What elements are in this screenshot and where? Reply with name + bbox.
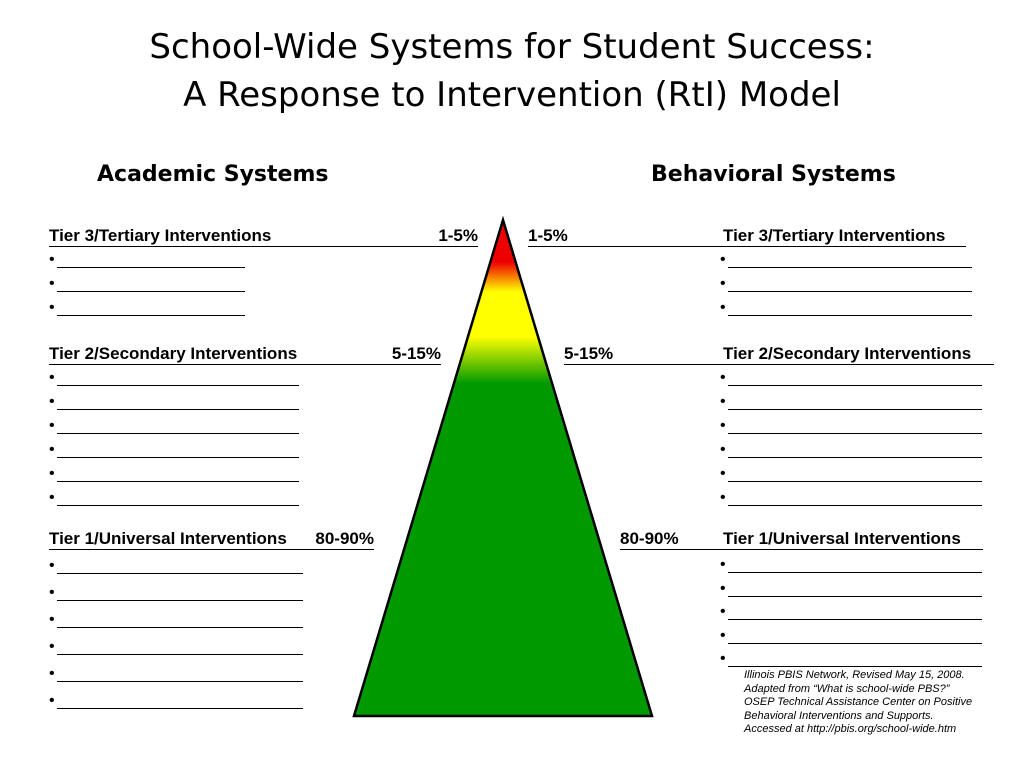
bullet-dot: •	[720, 417, 726, 434]
blank-entry-line	[728, 559, 982, 573]
academic-tier1-percent: 80-90%	[315, 529, 374, 548]
academic-tier2-bullet	[49, 370, 299, 386]
behavioral-tier2-bullet	[720, 418, 982, 434]
blank-entry-line	[57, 695, 303, 709]
blank-entry-line	[57, 278, 245, 292]
bullet-dot: •	[49, 465, 55, 482]
academic-tier2-bullet	[49, 418, 299, 434]
blank-entry-line	[728, 302, 972, 316]
bullet-dot: •	[49, 489, 55, 506]
blank-entry-line	[57, 444, 299, 458]
blank-entry-line	[57, 560, 303, 574]
bullet-dot: •	[49, 692, 55, 709]
academic-tier2-label: Tier 2/Secondary Interventions	[49, 344, 298, 363]
blank-entry-line	[728, 468, 982, 482]
bullet-dot: •	[720, 299, 726, 316]
behavioral-tier3-percent: 1-5%	[528, 226, 568, 245]
pyramid-shape	[354, 220, 652, 716]
behavioral-tier2-percent: 5-15%	[564, 344, 614, 363]
bullet-dot: •	[49, 441, 55, 458]
academic-systems-heading: Academic Systems	[97, 162, 329, 187]
blank-entry-line	[57, 492, 299, 506]
behavioral-systems-heading: Behavioral Systems	[651, 162, 896, 187]
academic-tier3-header	[49, 226, 478, 247]
blank-entry-line	[57, 372, 299, 386]
bullet-dot: •	[49, 275, 55, 292]
behavioral-tier3-bullet	[720, 300, 972, 316]
citation-line-2: Adapted from “What is school-wide PBS?”	[744, 682, 950, 695]
academic-tier2-bullet	[49, 442, 299, 458]
behavioral-tier2-header	[564, 344, 994, 365]
bullet-dot: •	[720, 603, 726, 620]
blank-entry-line	[57, 668, 303, 682]
academic-tier1-bullet	[49, 612, 303, 628]
blank-entry-line	[728, 254, 972, 268]
blank-entry-line	[728, 372, 982, 386]
bullet-dot: •	[720, 393, 726, 410]
behavioral-tier2-label: Tier 2/Secondary Interventions	[723, 344, 972, 363]
behavioral-tier2-bullet	[720, 370, 982, 386]
bullet-dot: •	[49, 417, 55, 434]
behavioral-tier1-bullet	[720, 557, 982, 573]
citation-line-5: Accessed at http://pbis.org/school-wide.htm	[744, 723, 957, 736]
blank-entry-line	[57, 254, 245, 268]
bullet-dot: •	[49, 393, 55, 410]
academic-tier1-bullet	[49, 639, 303, 655]
behavioral-tier1-bullet	[720, 628, 982, 644]
academic-tier2-bullet	[49, 466, 299, 482]
bullet-dot: •	[720, 650, 726, 667]
blank-entry-line	[728, 278, 972, 292]
blank-entry-line	[57, 614, 303, 628]
behavioral-tier3-bullet	[720, 276, 972, 292]
bullet-dot: •	[49, 611, 55, 628]
bullet-dot: •	[720, 465, 726, 482]
bullet-dot: •	[49, 299, 55, 316]
page-title-line-1: School-Wide Systems for Student Success:	[149, 27, 875, 67]
academic-tier1-bullet	[49, 666, 303, 682]
academic-tier1-bullet	[49, 693, 303, 709]
citation-note	[744, 669, 972, 737]
blank-entry-line	[728, 630, 982, 644]
bullet-dot: •	[49, 369, 55, 386]
behavioral-tier1-bullet	[720, 651, 982, 667]
behavioral-tier1-bullet	[720, 581, 982, 597]
academic-tier1-label: Tier 1/Universal Interventions	[49, 529, 287, 548]
academic-tier3-percent: 1-5%	[438, 226, 478, 245]
blank-entry-line	[728, 606, 982, 620]
behavioral-tier1-bullet	[720, 604, 982, 620]
blank-entry-line	[728, 492, 982, 506]
blank-entry-line	[728, 396, 982, 410]
bullet-dot: •	[49, 584, 55, 601]
bullet-dot: •	[720, 556, 726, 573]
academic-tier3-bullet	[49, 252, 245, 268]
blank-entry-line	[57, 641, 303, 655]
blank-entry-line	[57, 302, 245, 316]
citation-line-3: OSEP Technical Assistance Center on Positive	[744, 696, 973, 709]
blank-entry-line	[57, 396, 299, 410]
page-title-line-2: A Response to Intervention (RtI) Model	[183, 75, 841, 115]
behavioral-tier3-label: Tier 3/Tertiary Interventions	[723, 226, 946, 245]
behavioral-tier2-bullet	[720, 490, 982, 506]
behavioral-tier2-bullet	[720, 466, 982, 482]
behavioral-tier2-bullet	[720, 394, 982, 410]
behavioral-tier3-header	[528, 226, 966, 247]
academic-tier3-bullet	[49, 276, 245, 292]
bullet-dot: •	[49, 665, 55, 682]
bullet-dot: •	[720, 626, 726, 644]
behavioral-tier2-bullet	[720, 442, 982, 458]
blank-entry-line	[728, 583, 982, 597]
academic-tier3-label: Tier 3/Tertiary Interventions	[49, 226, 272, 245]
behavioral-tier3-bullet	[720, 252, 972, 268]
blank-entry-line	[728, 653, 982, 667]
bullet-dot: •	[49, 638, 55, 655]
behavioral-tier1-label: Tier 1/Universal Interventions	[723, 529, 961, 548]
bullet-dot: •	[720, 441, 726, 458]
academic-tier2-header	[49, 344, 441, 365]
academic-tier2-bullet	[49, 394, 299, 410]
blank-entry-line	[728, 444, 982, 458]
academic-tier3-bullet	[49, 300, 245, 316]
citation-line-4: Behavioral Interventions and Supports.	[744, 709, 934, 722]
bullet-dot: •	[720, 579, 726, 597]
citation-line-1: Illinois PBIS Network, Revised May 15, 2008.	[744, 669, 965, 681]
academic-tier2-percent: 5-15%	[391, 344, 441, 363]
academic-tier1-bullet	[49, 558, 303, 574]
bullet-dot: •	[49, 557, 55, 574]
blank-entry-line	[728, 420, 982, 434]
bullet-dot: •	[720, 369, 726, 386]
bullet-dot: •	[720, 251, 726, 268]
academic-tier1-bullet	[49, 585, 303, 601]
blank-entry-line	[57, 468, 299, 482]
academic-tier2-bullet	[49, 490, 299, 506]
behavioral-tier1-header	[620, 529, 983, 550]
behavioral-tier1-percent: 80-90%	[620, 529, 679, 548]
blank-entry-line	[57, 587, 303, 601]
bullet-dot: •	[49, 251, 55, 268]
blank-entry-line	[57, 420, 299, 434]
bullet-dot: •	[720, 275, 726, 292]
bullet-dot: •	[720, 489, 726, 506]
academic-tier1-header	[49, 529, 374, 550]
